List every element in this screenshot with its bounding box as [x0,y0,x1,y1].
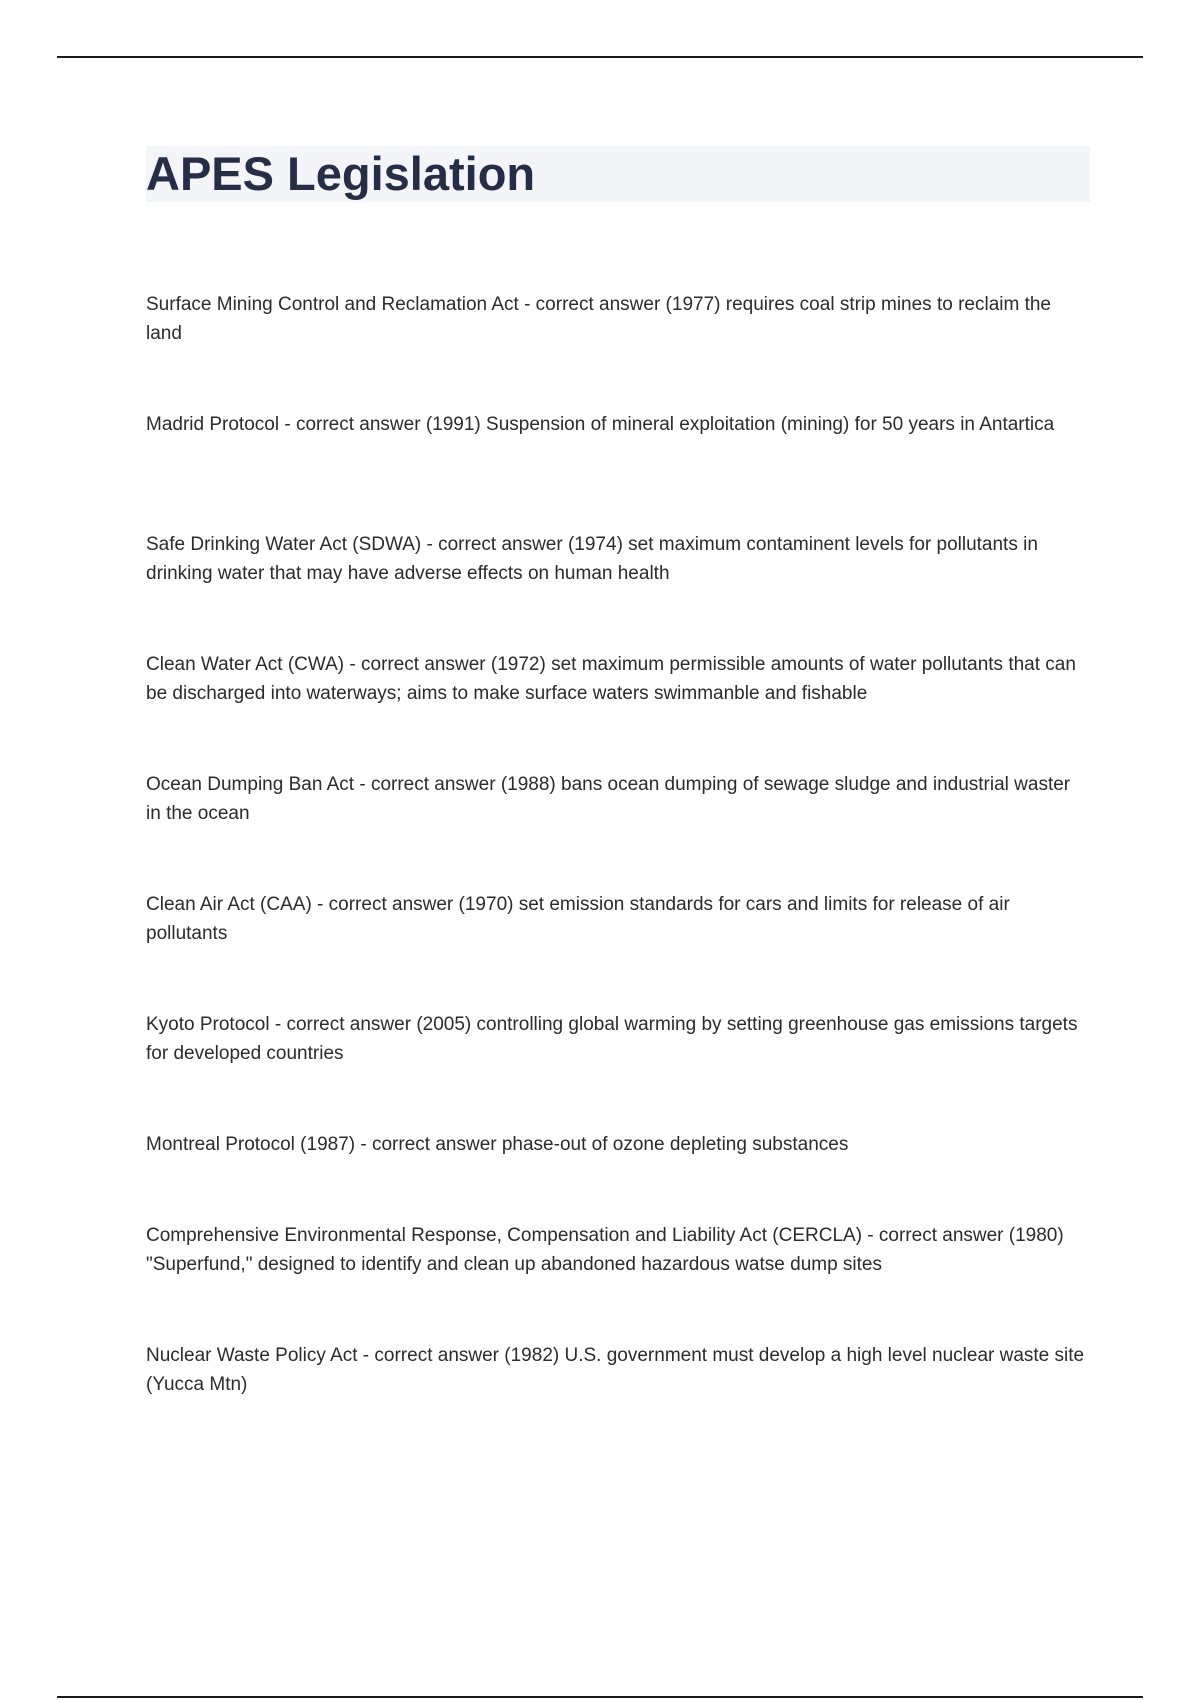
list-item: Safe Drinking Water Act (SDWA) - correct answer (1974) set maximum contaminent levels for pollutants in drinking water that may have adverse effects on human health [146,534,1038,584]
list-item: Clean Water Act (CWA) - correct answer (1972) set maximum permissible amounts of water pollutants that can be discharged into waterways; aims to make surface waters swimmanble and fishable [146,654,1076,704]
entry-list [146,290,1090,1461]
list-item: Madrid Protocol - correct answer (1991) Suspension of mineral exploitation (mining) for 50 years in Antartica [146,414,1055,435]
list-item: Comprehensive Environmental Response, Compensation and Liability Act (CERCLA) - correct answer (1980) "Superfund," designed to identify and clean up abandoned hazardous watse dump sites [146,1225,1064,1275]
list-item: Ocean Dumping Ban Act - correct answer (1988) bans ocean dumping of sewage sludge and industrial waster in the ocean [146,774,1071,824]
top-divider [57,56,1143,58]
list-item: Montreal Protocol (1987) - correct answer phase-out of ozone depleting substances [146,1134,849,1155]
list-item: Nuclear Waste Policy Act - correct answer (1982) U.S. government must develop a high level nuclear waste site (Yucca Mtn) [146,1345,1085,1395]
page-title: APES Legislation [146,147,536,200]
list-item: Surface Mining Control and Reclamation Act - correct answer (1977) requires coal strip mines to reclaim the land [146,294,1051,344]
list-item: Clean Air Act (CAA) - correct answer (1970) set emission standards for cars and limits for release of air pollutants [146,894,1010,944]
list-item: Kyoto Protocol - correct answer (2005) controlling global warming by setting greenhouse gas emissions targets for developed countries [146,1014,1078,1064]
bottom-divider [57,1696,1143,1698]
